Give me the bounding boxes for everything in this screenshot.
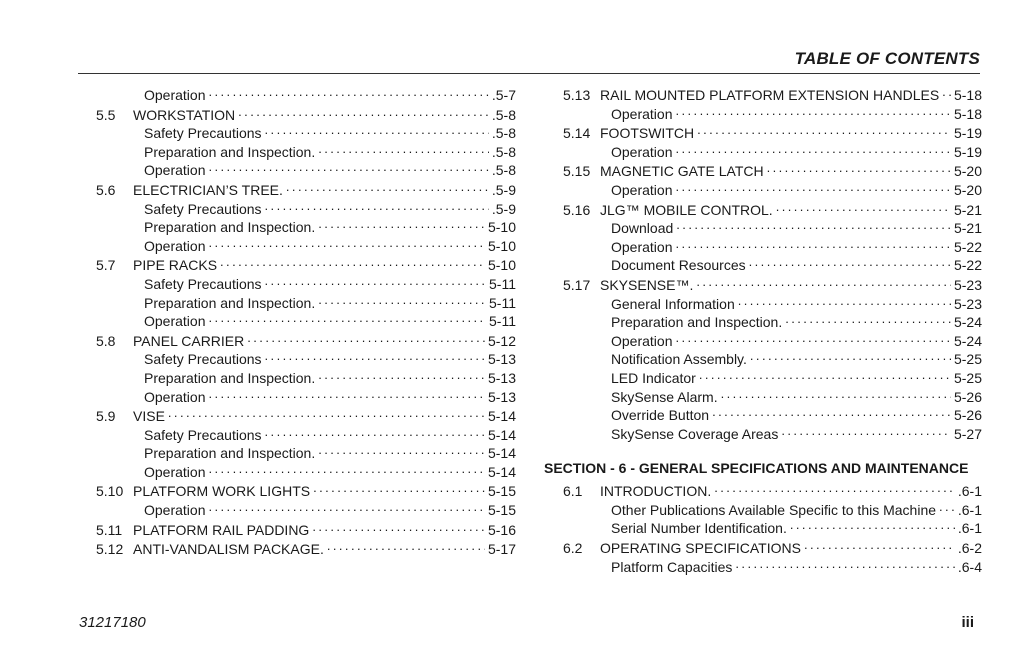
toc-dot-leader bbox=[265, 124, 489, 138]
toc-page-number: 5-17 bbox=[487, 541, 516, 558]
toc-entry-title: OPERATING SPECIFICATIONS bbox=[600, 540, 801, 557]
toc-dot-leader bbox=[939, 501, 955, 515]
toc-page-number: 5-20 bbox=[953, 181, 982, 198]
toc-entry[interactable] bbox=[563, 162, 982, 181]
toc-entry-title: Safety Precautions bbox=[144, 351, 262, 368]
toc-subentry[interactable] bbox=[96, 218, 516, 237]
toc-subentry[interactable] bbox=[563, 350, 982, 369]
toc-dot-leader bbox=[265, 200, 489, 214]
toc-entry-title: Platform Capacities bbox=[611, 558, 733, 575]
toc-subentry[interactable] bbox=[96, 161, 516, 180]
toc-page-number: .5-9 bbox=[491, 181, 516, 198]
toc-dot-leader bbox=[790, 519, 955, 533]
toc-dot-leader bbox=[785, 313, 951, 327]
toc-dot-leader bbox=[776, 201, 951, 215]
toc-subentry[interactable] bbox=[563, 388, 982, 407]
toc-dot-leader bbox=[318, 369, 485, 383]
toc-entry-title: VISE bbox=[133, 408, 165, 425]
toc-entry[interactable] bbox=[563, 276, 982, 295]
toc-entry-title: Operation bbox=[144, 87, 206, 103]
toc-subentry[interactable] bbox=[563, 143, 982, 162]
toc-entry-title: Preparation and Inspection. bbox=[144, 445, 316, 462]
toc-entry-title: Operation bbox=[144, 502, 206, 519]
toc-entry-title: Operation bbox=[611, 181, 673, 198]
toc-page-number: 5-27 bbox=[953, 425, 982, 442]
toc-page-number: 5-20 bbox=[953, 163, 982, 180]
toc-entry[interactable] bbox=[96, 332, 516, 351]
toc-entry-title: Document Resources bbox=[611, 257, 746, 274]
toc-right-column bbox=[544, 86, 982, 576]
toc-page-number: 5-19 bbox=[953, 143, 982, 160]
toc-entry-title: Safety Precautions bbox=[144, 426, 262, 443]
toc-entry-title: SkySense Alarm. bbox=[611, 388, 718, 405]
toc-entry-number: 5.8 bbox=[96, 332, 116, 349]
toc-left-column bbox=[96, 86, 516, 559]
toc-subentry[interactable] bbox=[96, 275, 516, 294]
toc-dot-leader bbox=[767, 162, 951, 176]
toc-entry-title: Other Publications Available Specific to this Machine bbox=[611, 501, 937, 518]
toc-entry-title: PLATFORM RAIL PADDING bbox=[133, 521, 310, 538]
toc-dot-leader bbox=[750, 350, 951, 364]
toc-page-number: 5-18 bbox=[953, 105, 982, 122]
toc-subentry[interactable] bbox=[96, 294, 516, 313]
toc-entry-title: MAGNETIC GATE LATCH bbox=[600, 163, 764, 180]
toc-entry-number: 5.6 bbox=[96, 181, 116, 198]
toc-entry-title: Operation bbox=[144, 463, 206, 480]
toc-dot-leader bbox=[318, 294, 486, 308]
toc-subentry[interactable] bbox=[563, 519, 982, 538]
toc-dot-leader bbox=[208, 388, 484, 402]
page-header-title: TABLE OF CONTENTS bbox=[794, 49, 980, 68]
toc-dot-leader bbox=[265, 350, 485, 364]
toc-dot-leader bbox=[318, 444, 485, 458]
toc-page-number: 5-21 bbox=[953, 201, 982, 218]
toc-page-number: 5-16 bbox=[487, 521, 516, 538]
toc-entry-number: 6.2 bbox=[563, 540, 583, 557]
toc-entry-title: Preparation and Inspection. bbox=[144, 369, 316, 386]
toc-entry-title: SkySense Coverage Areas bbox=[611, 425, 779, 442]
section-spacer bbox=[563, 478, 982, 481]
toc-page-number: 5-10 bbox=[487, 237, 516, 254]
toc-subentry[interactable] bbox=[563, 558, 982, 577]
toc-section-heading[interactable]: SECTION - 6 - GENERAL SPECIFICATIONS AND MAINTENANCE bbox=[544, 460, 969, 477]
toc-subentry[interactable] bbox=[96, 143, 516, 162]
toc-dot-leader bbox=[942, 86, 951, 100]
toc-dot-leader bbox=[675, 105, 950, 119]
toc-page-number: 5-23 bbox=[953, 276, 982, 293]
toc-page-number: 5-11 bbox=[489, 313, 516, 330]
toc-entry-number: 5.14 bbox=[563, 125, 591, 142]
toc-entry-title: ANTI-VANDALISM PACKAGE. bbox=[133, 541, 324, 558]
toc-page-number: 5-25 bbox=[953, 369, 982, 386]
toc-subentry[interactable] bbox=[96, 237, 516, 256]
toc-dot-leader bbox=[313, 482, 485, 496]
toc-subentry[interactable] bbox=[563, 313, 982, 332]
toc-dot-leader bbox=[675, 238, 950, 252]
toc-dot-leader bbox=[208, 161, 488, 175]
toc-entry-title: Operation bbox=[611, 332, 673, 349]
toc-entry-number: 5.13 bbox=[563, 87, 591, 103]
page-number: iii bbox=[961, 614, 974, 631]
toc-entry[interactable] bbox=[96, 181, 516, 200]
toc-dot-leader bbox=[675, 332, 950, 346]
toc-entry[interactable] bbox=[96, 407, 516, 426]
toc-entry-title: Download bbox=[611, 220, 674, 237]
toc-dot-leader bbox=[675, 181, 950, 195]
toc-dot-leader bbox=[781, 425, 951, 439]
toc-entry[interactable] bbox=[96, 521, 516, 540]
toc-page-number: .5-7 bbox=[491, 87, 516, 103]
toc-entry-number: 5.12 bbox=[96, 541, 124, 558]
header-divider bbox=[78, 73, 980, 74]
toc-page-number: 5-14 bbox=[487, 408, 516, 425]
toc-entry[interactable] bbox=[96, 256, 516, 275]
toc-dot-leader bbox=[699, 369, 951, 383]
toc-dot-leader bbox=[168, 407, 485, 421]
toc-entry-number: 5.5 bbox=[96, 106, 116, 123]
toc-subentry[interactable] bbox=[96, 86, 516, 105]
toc-entry-title: Safety Precautions bbox=[144, 200, 262, 217]
toc-page-number: 5-24 bbox=[953, 314, 982, 331]
toc-subentry[interactable] bbox=[563, 256, 982, 275]
toc-subentry[interactable] bbox=[563, 425, 982, 444]
toc-page-number: .6-2 bbox=[957, 540, 982, 557]
toc-entry-title: Notification Assembly. bbox=[611, 351, 747, 368]
toc-dot-leader bbox=[247, 332, 485, 346]
toc-page-number: 5-13 bbox=[487, 388, 516, 405]
toc-entry-title: Operation bbox=[144, 162, 206, 179]
toc-subentry[interactable] bbox=[96, 124, 516, 143]
toc-page-number: 5-25 bbox=[953, 351, 982, 368]
toc-page-number: .5-9 bbox=[491, 200, 516, 217]
toc-dot-leader bbox=[749, 256, 951, 270]
toc-entry-title: PLATFORM WORK LIGHTS bbox=[133, 483, 311, 500]
toc-page-number: .6-1 bbox=[957, 483, 982, 500]
toc-dot-leader bbox=[738, 295, 951, 309]
toc-entry[interactable] bbox=[96, 540, 516, 559]
toc-dot-leader bbox=[312, 521, 485, 535]
toc-page-number: .5-8 bbox=[491, 143, 516, 160]
toc-entry-number: 6.1 bbox=[563, 483, 583, 500]
toc-subentry[interactable] bbox=[563, 295, 982, 314]
toc-dot-leader bbox=[675, 143, 950, 157]
toc-page-number: 5-14 bbox=[487, 426, 516, 443]
toc-dot-leader bbox=[220, 256, 485, 270]
toc-dot-leader bbox=[327, 540, 485, 554]
toc-subentry[interactable] bbox=[96, 388, 516, 407]
toc-dot-leader bbox=[318, 218, 485, 232]
toc-entry-title: Operation bbox=[611, 105, 673, 122]
toc-entry-title: Preparation and Inspection. bbox=[144, 219, 316, 236]
toc-entry-title: Preparation and Inspection. bbox=[144, 143, 316, 160]
toc-page-number: 5-14 bbox=[487, 445, 516, 462]
toc-subentry[interactable] bbox=[96, 350, 516, 369]
toc-entry[interactable] bbox=[563, 86, 982, 105]
toc-entry[interactable] bbox=[563, 201, 982, 220]
toc-subentry[interactable] bbox=[96, 369, 516, 388]
toc-entry-title: Override Button bbox=[611, 407, 710, 424]
toc-page-number: .6-1 bbox=[957, 520, 982, 537]
toc-entry-title: General Information bbox=[611, 295, 735, 312]
toc-entry-title: Safety Precautions bbox=[144, 125, 262, 142]
toc-subentry[interactable] bbox=[563, 238, 982, 257]
toc-subentry[interactable] bbox=[563, 105, 982, 124]
toc-dot-leader bbox=[697, 124, 951, 138]
toc-entry-title: INTRODUCTION. bbox=[600, 483, 712, 500]
toc-entry[interactable] bbox=[563, 124, 982, 143]
toc-subentry[interactable] bbox=[96, 463, 516, 482]
toc-page-number: 5-22 bbox=[953, 238, 982, 255]
toc-dot-leader bbox=[735, 558, 954, 572]
toc-page-number: 5-18 bbox=[953, 87, 982, 103]
toc-page-number: 5-24 bbox=[953, 332, 982, 349]
toc-page-number: 5-26 bbox=[953, 388, 982, 405]
toc-page-number: .5-8 bbox=[491, 125, 516, 142]
toc-dot-leader bbox=[676, 219, 951, 233]
toc-page-number: 5-21 bbox=[953, 220, 982, 237]
toc-entry-title: Serial Number Identification. bbox=[611, 520, 787, 537]
toc-subentry[interactable] bbox=[96, 426, 516, 445]
toc-dot-leader bbox=[208, 237, 484, 251]
toc-entry[interactable] bbox=[563, 482, 982, 501]
toc-page-number: 5-22 bbox=[953, 257, 982, 274]
toc-entry-number: 5.11 bbox=[96, 521, 123, 538]
toc-dot-leader bbox=[208, 501, 484, 515]
toc-entry-title: Preparation and Inspection. bbox=[611, 314, 783, 331]
toc-dot-leader bbox=[318, 143, 489, 157]
toc-dot-leader bbox=[286, 181, 489, 195]
toc-subentry[interactable] bbox=[96, 312, 516, 331]
toc-entry-title: Operation bbox=[611, 143, 673, 160]
toc-entry-number: 5.9 bbox=[96, 408, 116, 425]
toc-entry[interactable] bbox=[96, 106, 516, 125]
toc-entry-title: RAIL MOUNTED PLATFORM EXTENSION HANDLES bbox=[600, 87, 940, 103]
toc-entry-title: FOOTSWITCH bbox=[600, 125, 695, 142]
toc-entry-title: SKYSENSE™. bbox=[600, 276, 694, 293]
toc-subentry[interactable] bbox=[563, 501, 982, 520]
toc-entry-title: Safety Precautions bbox=[144, 275, 262, 292]
toc-subentry[interactable] bbox=[96, 200, 516, 219]
toc-page-number: 5-23 bbox=[953, 295, 982, 312]
toc-subentry[interactable] bbox=[96, 444, 516, 463]
toc-entry-title: PANEL CARRIER bbox=[133, 332, 245, 349]
toc-page-number: 5-11 bbox=[489, 275, 516, 292]
toc-page-number: 5-26 bbox=[953, 407, 982, 424]
toc-page-number: 5-13 bbox=[487, 369, 516, 386]
toc-page-number: 5-10 bbox=[487, 219, 516, 236]
toc-page-number: 5-12 bbox=[487, 332, 516, 349]
toc-page-number: 5-13 bbox=[487, 351, 516, 368]
toc-dot-leader bbox=[208, 312, 486, 326]
toc-entry-number: 5.17 bbox=[563, 276, 591, 293]
toc-page-number: .6-1 bbox=[957, 501, 982, 518]
toc-dot-leader bbox=[208, 86, 488, 100]
toc-subentry[interactable] bbox=[563, 332, 982, 351]
toc-entry[interactable] bbox=[563, 539, 982, 558]
toc-entry-title: ELECTRICIAN’S TREE. bbox=[133, 181, 283, 198]
toc-subentry[interactable] bbox=[96, 501, 516, 520]
section-spacer bbox=[563, 443, 982, 459]
toc-dot-leader bbox=[804, 539, 955, 553]
toc-dot-leader bbox=[265, 275, 487, 289]
toc-page-number: 5-15 bbox=[487, 502, 516, 519]
toc-entry-title: JLG™ MOBILE CONTROL. bbox=[600, 201, 773, 218]
toc-page-number: 5-11 bbox=[489, 294, 516, 311]
toc-subentry[interactable] bbox=[563, 181, 982, 200]
toc-entry-title: WORKSTATION bbox=[133, 106, 236, 123]
toc-page-number: 5-10 bbox=[487, 257, 516, 274]
toc-page-number: 5-14 bbox=[487, 463, 516, 480]
toc-dot-leader bbox=[208, 463, 484, 477]
toc-page-number: 5-15 bbox=[487, 483, 516, 500]
toc-page-number: .5-8 bbox=[491, 106, 516, 123]
toc-subentry[interactable] bbox=[563, 369, 982, 388]
toc-dot-leader bbox=[712, 406, 951, 420]
toc-page-number: .5-8 bbox=[491, 162, 516, 179]
toc-entry-title: Operation bbox=[144, 313, 206, 330]
toc-entry-title: LED Indicator bbox=[611, 369, 696, 386]
toc-entry-number: 5.10 bbox=[96, 483, 124, 500]
toc-page-number: .6-4 bbox=[957, 558, 982, 575]
toc-entry-title: Operation bbox=[144, 237, 206, 254]
toc-entry-title: Operation bbox=[144, 388, 206, 405]
toc-page-number: 5-19 bbox=[953, 125, 982, 142]
toc-entry-number: 5.16 bbox=[563, 201, 591, 218]
toc-entry[interactable] bbox=[96, 482, 516, 501]
document-number: 31217180 bbox=[79, 614, 146, 631]
toc-entry-title: Operation bbox=[611, 238, 673, 255]
toc-entry-title: Preparation and Inspection. bbox=[144, 294, 316, 311]
toc-dot-leader bbox=[265, 426, 485, 440]
toc-entry-title: PIPE RACKS bbox=[133, 257, 218, 274]
toc-dot-leader bbox=[721, 388, 951, 402]
toc-dot-leader bbox=[696, 276, 951, 290]
toc-entry-number: 5.7 bbox=[96, 257, 116, 274]
toc-subentry[interactable] bbox=[563, 406, 982, 425]
toc-dot-leader bbox=[714, 482, 955, 496]
toc-dot-leader bbox=[238, 106, 489, 120]
toc-subentry[interactable] bbox=[563, 219, 982, 238]
toc-entry-number: 5.15 bbox=[563, 163, 591, 180]
